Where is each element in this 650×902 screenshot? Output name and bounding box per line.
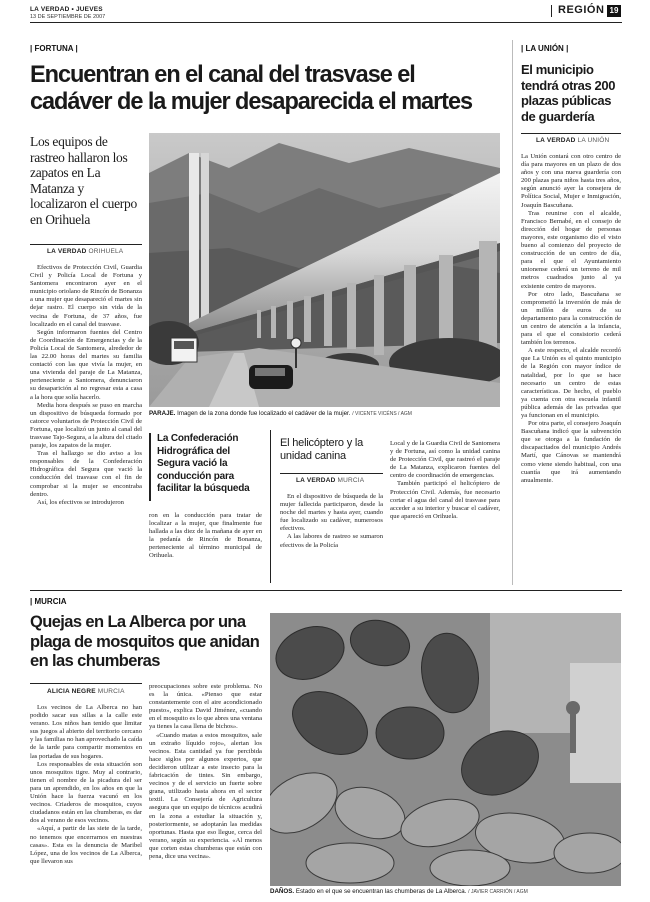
bottom-story-col1: Los vecinos de La Alberca no han podido sacar sus sillas a la calle este verano. Los niños han tenido que limitar sus juegos al abierto del territorio cercano y las familias no han aprovechado la caída de la tarde para compartir momentos en las portadas de sus hogares. Los responsables de esta situación son unos mosquitos tigre. Muy al contrario, tienen el nombre de la picadura del ser para un aprendido, en los años en que la Unión hace la fuerza vacunó en los vecinos. Criaderos de mosquitos, cuyos ciudadanos están en las chumberas, es dar dos al verano de esos vecinos. «Aquí, a partir de las siete de la tarde, no tenemos que encerrarnos en nuestras casas». Esta es la denuncia de Maribel López, una de los vecinos de La Alberca, que llevaron sus [30,704,142,865]
pullquote: La Confederación Hidrográfica del Segura vació la conducción para facilitar la búsqueda [157,433,250,494]
sidebar-byline: LA VERDAD MURCIA [296,477,365,484]
side-byline-rule [521,133,621,134]
page-number: 19 [607,5,621,17]
side-column-divider [512,40,513,585]
top-byline-rule [30,244,142,245]
bottom-story-headline: Quejas en La Alberca por una plaga de mosquitos que anidan en las chumberas [30,613,260,670]
masthead-publication: LA VERDAD • JUEVES [30,6,103,13]
bottom-byline-rule [30,683,142,684]
bottom-story-byline: ALICIA NEGRE MURCIA [47,688,125,695]
side-story-section-tag: | LA UNIÓN | [521,44,569,53]
header-rule [30,22,622,23]
section-name: REGIÓN [558,4,605,16]
side-story-headline: El municipio tendrá otras 200 plazas públicas de guardería [521,62,616,124]
pipeline-photo-caption: PARAJE. Imagen de la zona donde fue localizado el cadáver de la mujer. / VICENTE VICÉNS / AGM [149,410,412,417]
side-story-byline: LA VERDAD LA UNIÓN [536,137,610,144]
top-story-col1: Efectivos de Protección Civil, Guardia Civil y Policía Local de Fortuna y Santomera encontraron ayer en el municipio oriolano de Rincón de Bonanza a una mujer que desapareció el martes sin dejar rastro. El cuerpo sin vida de la vecina de Fortuna, de 37 años, fue localizado en el canal del trasvase. Según informaron fuentes del Centro de Coordinación de Emergencias y de la Policía Local de Santomera, alrededor de las 22.00 horas del martes su familia contactó con las que vivía la mujer, en una vivienda del paraje de La Matanza, perteneciente a Santomera, denunciaron su desaparición al no regresar esta a casa a la hora que solía hacerlo. Media hora después se puso en marcha un dispositivo de búsqueda formado por catorce voluntarios de Protección Civil de Fortuna, que localizó un junto al canal del trasvase Tajo-Segura, a la altura del citado paraje, los zapatos de la mujer. Tras el hallazgo se dio aviso a los responsables de la Confederación Hidrográfica del Segura que vació la conducción del trasvase con el fin de comprobar si la mujer se encontraba dentro. Así, los efectivos se introdujeron [30,264,142,506]
sidebar-col1: En el dispositivo de búsqueda de la mujer fallecida participaron, desde la noche del martes y hasta ayer, cuando fue localizado su cadáver, numerosos efectivos. A las labores de rastreo se sumaron efectivos de la Policía [280,493,383,549]
pipeline-photo-image [149,133,500,407]
top-story-byline: LA VERDAD ORIHUELA [47,248,124,255]
top-story-headline: Encuentran en el canal del trasvase el cadáver de la mujer desaparecida el martes [30,61,473,115]
side-story-body: La Unión contará con otro centro de día para mayores en un plazo de dos años y con una nueva guardería con 200 plazas para niños hasta tres años, según anunció ayer la consejera de Política Social, Mujer e Inmigración, Joaquín Bascuñana. Tras reunirse con el alcalde, Francisco Bernabé, en el consejo de dirección del hogar de personas mayores, este organismo dio el visto bueno al comienzo del proyecto de construcción de un centro de día, para el que el Ayuntamiento unionense cederá un terreno de mil metros cuadrados junto al ya existente centro de mayores. Por otro lado, Bascuñana se comprometió la inversión de más de un millón de euros de su departamento para la construcción de un centro de atención a la infancia, para el que el consistorio cederá también los terrenos. A este respecto, el alcalde recordó que La Unión es el quinto municipio de la Región con mayor índice de natalidad, por lo que se hace necesario un centro de estas características. De hecho, el pueblo ya cuenta con otra escuela infantil pública además de las privadas que ya funcionan en el municipio. Por otra parte, el consejero Joaquín Bascuñana indicó que la subvención que se otorga a la fundación de discapacitados del municipio Andrés Martí, que Cánovas se mantendrá como viene siendo habitual, con una cuantía que irá aumentando anualmente. [521,153,621,484]
cactus-photo [270,613,621,886]
bottom-story-col2: preocupaciones sobre este problema. No es la única. «Pienso que estar constantemente con el aire acondicionado puesto», explica David Jiménez, «cuando en el mosquito es lo que abres una ventana ya tienes la casa llena de bichos». «Cuando matas a estos mosquitos, sale un extraño líquido rojo», alertan los vecinos. Esta cantidad ya fue percibida hace siglos por algunos expertos, que decidieron utilizar a este insecto para la fabricación de tintes. Sin embargo, vecinos y de el servicio un fuerte sobre grana, utilizado hasta ahora en el sector textil. La Consejería de Agricultura asegura que un equipo de técnicos acudirá en la zona a estudiar la situación y, posteriormente, se adoptarán las medidas oportunas. Hasta que eso llegue, cerca del verano, según su experiencia. «Al menos que corten estas chumberas que están con pena, dice una vecina». [149,683,262,860]
sidebar-col2: Local y de la Guardia Civil de Santomera y de Fortuna, así como la unidad canina de Protección Civil, que rastreó el paraje de La Matanza, explicaron fuentes del centro de coordinación de emergencias. También participó el helicóptero de Protección Civil. Además, fue necesario cortar el agua del canal del trasvase para acceder a su interior y buscar el cadáver, que apareció en Orihuela. [390,440,500,520]
bottom-story-section-tag: | MURCIA [30,597,67,606]
sidebar-title: El helicóptero y la unidad canina [280,437,364,462]
pullquote-bar [149,433,151,501]
top-story-col2: ron en la conducción para tratar de localizar a la mujer, que finalmente fue hallada a las diez de la mañana de ayer en la pedanía de Rincón de Bonanza, perteneciente al término municipal de Orihuela. [149,512,262,560]
section-divider [30,590,622,591]
top-story-subhead: Los equipos de rastreo hallaron los zapatos en La Matanza y localizaron el cuerpo en Orihuela [30,134,137,227]
sidebar-byline-rule [280,473,383,474]
pipeline-photo [149,133,500,407]
masthead-date: 13 DE SEPTIEMBRE DE 2007 [30,14,106,20]
cactus-photo-caption: DAÑOS. Estado en el que se encuentran las chumberas de La Alberca. / JAVIER CARRIÓN / AGM [270,888,528,895]
header-divider [551,5,552,17]
cactus-photo-image [270,613,621,886]
top-story-section-tag: | FORTUNA | [30,44,78,53]
